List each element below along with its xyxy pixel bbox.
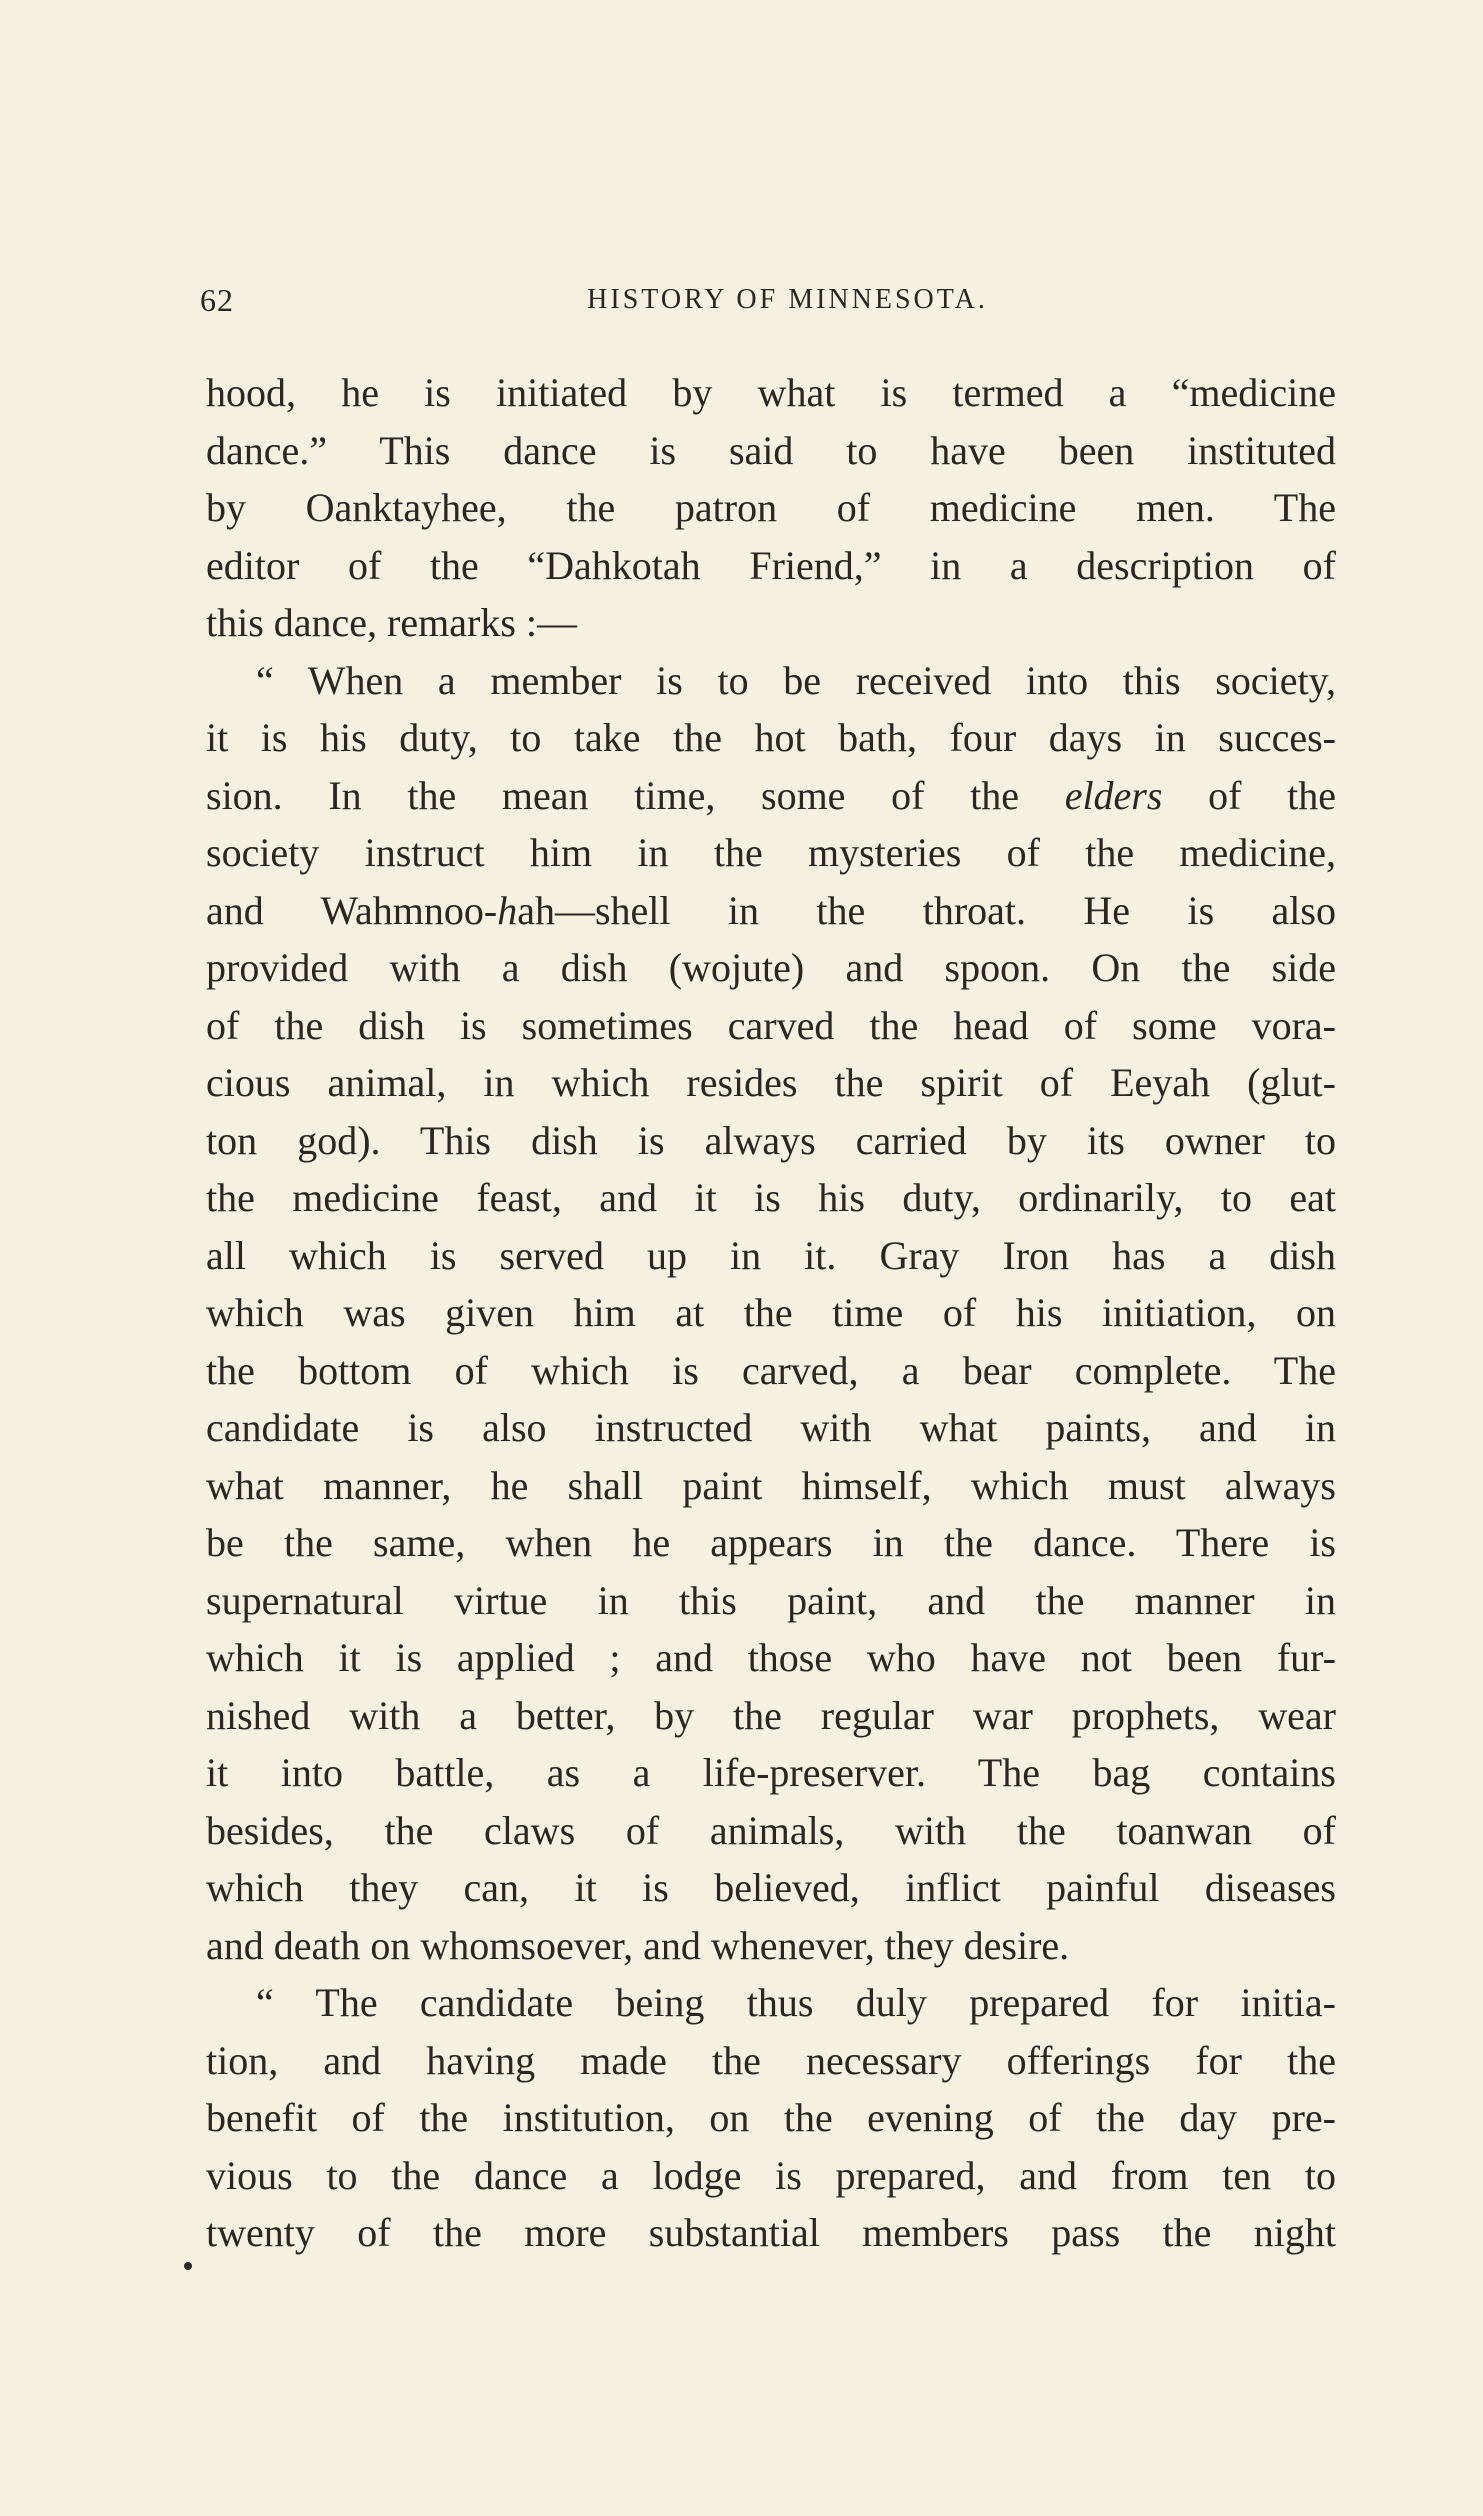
body-text	[206, 364, 1336, 2262]
text-line: it into battle, as a life-preserver. The bag contains	[206, 1750, 1336, 1795]
text-line: sion. In the mean time, some of the elders of the	[206, 772, 1337, 818]
text-line: this dance, remarks :—	[206, 600, 577, 645]
text-line: by Oanktayhee, the patron of medicine men. The	[206, 485, 1336, 530]
text-line: ton god). This dish is always carried by its owner to	[206, 1117, 1336, 1163]
text-line: of the dish is sometimes carved the head of some vora-	[206, 1002, 1336, 1048]
text-line: vious to the dance a lodge is prepared, and from ten to	[206, 2152, 1336, 2198]
text-line: hood, he is initiated by what is termed a “medicine	[206, 370, 1336, 415]
text-line: be the same, when he appears in the dance. There is	[206, 1520, 1336, 1565]
text-line: supernatural virtue in this paint, and the manner in	[206, 1577, 1336, 1623]
page-number: 62	[200, 282, 234, 318]
text-line: and Wahmnoo-hah—shell in the throat. He is also	[206, 887, 1336, 933]
text-line: which was given him at the time of his initiation, on	[206, 1290, 1336, 1335]
text-line: tion, and having made the necessary offerings for the	[206, 2037, 1336, 2083]
text-line: dance.” This dance is said to have been instituted	[206, 427, 1336, 473]
text-line: the bottom of which is carved, a bear complete. The	[206, 1347, 1336, 1393]
text-line: all which is served up in it. Gray Iron has a dish	[206, 1232, 1336, 1278]
running-head: HISTORY OF MINNESOTA.	[587, 284, 988, 315]
text-line: twenty of the more substantial members pass the night	[206, 2210, 1336, 2255]
text-line: and death on whomsoever, and whenever, they desire.	[206, 1922, 1070, 1968]
margin-mark	[184, 2262, 192, 2270]
text-line: “ When a member is to be received into this society,	[256, 657, 1336, 703]
text-line: nished with a better, by the regular war prophets, wear	[206, 1692, 1336, 1738]
text-line: what manner, he shall paint himself, which must always	[206, 1462, 1336, 1508]
text-line: “ The candidate being thus duly prepared for initia-	[256, 1980, 1336, 2025]
page-header	[200, 282, 1335, 326]
text-line: provided with a dish (wojute) and spoon. On the side	[206, 945, 1336, 990]
text-line: candidate is also instructed with what paints, and in	[206, 1405, 1336, 1450]
text-line: besides, the claws of animals, with the toanwan of	[206, 1807, 1336, 1853]
text-line: editor of the “Dahkotah Friend,” in a description of	[206, 542, 1336, 588]
italic-word: elders	[1064, 772, 1163, 818]
text-line: it is his duty, to take the hot bath, four days in succes-	[206, 715, 1336, 760]
text-line: benefit of the institution, on the evening of the day pre-	[206, 2095, 1336, 2140]
text-line: cious animal, in which resides the spirit of Eeyah (glut-	[206, 1060, 1336, 1105]
italic-letter: h	[497, 887, 518, 933]
text-line: society instruct him in the mysteries of the medicine,	[206, 830, 1336, 875]
text-line: which they can, it is believed, inflict painful diseases	[206, 1865, 1336, 1910]
text-line: the medicine feast, and it is his duty, ordinarily, to eat	[206, 1175, 1336, 1220]
text-line: which it is applied ; and those who have not been fur-	[206, 1635, 1336, 1680]
